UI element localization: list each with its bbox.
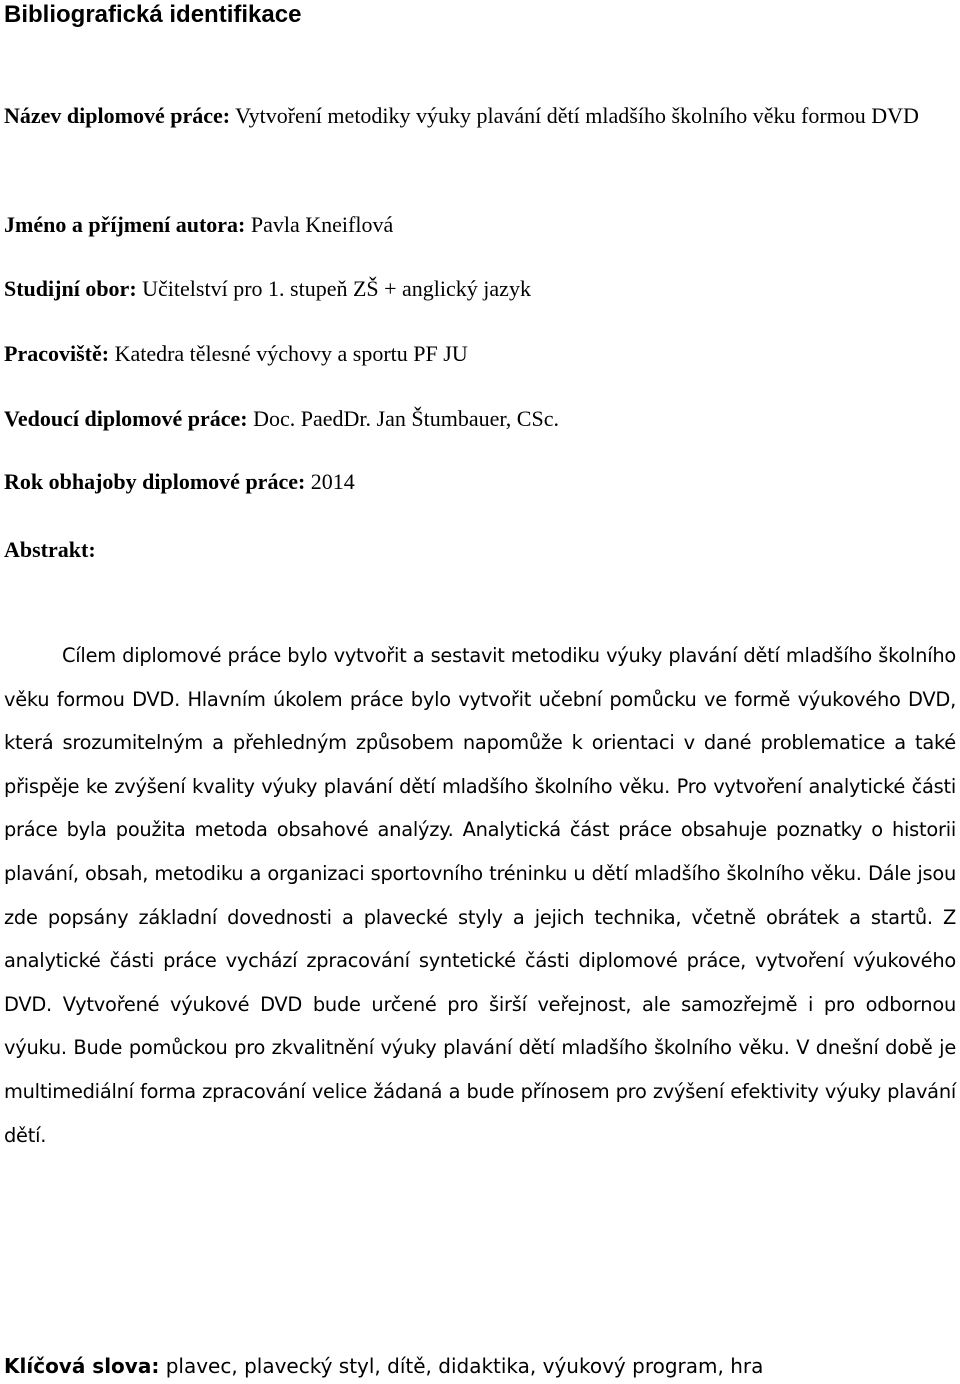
author-label: Jméno a příjmení autora: bbox=[4, 212, 246, 237]
abstract-text: Cílem diplomové práce bylo vytvořit a sestavit metodiku výuky plavání dětí mladšího školního věku formou DVD. Hlavním úkolem práce bylo vytvořit učební pomůcku ve formě výukového DVD, která srozumitelným a přehledným způsobem napomůže k orientaci v dané problematice a také přispěje ke zvýšení kvality výuky plavání dětí mladšího školního věku. Pro vytvoření analytické části práce byla použita metoda obsahové analýzy. Analytická část práce obsahuje poznatky o historii plavání, obsah, metodiku a organizaci sportovního tréninku u dětí mladšího školního věku. Dále jsou zde popsány základní dovednosti a plavecké styly a jejich technika, včetně obrátek a startů. Z analytické části práce vychází zpracování syntetické části diplomové práce, vytvoření výukového DVD. Vytvořené výukové DVD bude určené pro širší veřejnost, ale samozřejmě i pro odbornou výuku. Bude pomůckou pro zkvalitnění výuky plavání dětí mladšího školního věku. V dnešní době je multimediální forma zpracování velice žádaná a bude přínosem pro zvýšení efektivity výuky plavání dětí. bbox=[4, 644, 956, 1147]
supervisor-field bbox=[4, 397, 956, 440]
study-field-value: Učitelství pro 1. stupeň ZŠ + anglický jazyk bbox=[142, 276, 531, 301]
supervisor-value: Doc. PaedDr. Jan Štumbauer, CSc. bbox=[253, 406, 559, 431]
thesis-title-label: Název diplomové práce: bbox=[4, 103, 231, 128]
defense-year-value: 2014 bbox=[310, 469, 355, 494]
thesis-title-field bbox=[4, 94, 956, 137]
author-field bbox=[4, 203, 956, 246]
thesis-title-value: Vytvoření metodiky výuky plavání dětí mladšího školního věku formou DVD bbox=[235, 103, 919, 128]
defense-year-label: Rok obhajoby diplomové práce: bbox=[4, 469, 306, 494]
department-value: Katedra tělesné výchovy a sportu PF JU bbox=[114, 341, 468, 366]
defense-year-field bbox=[4, 460, 956, 503]
supervisor-label: Vedoucí diplomové práce: bbox=[4, 406, 248, 431]
keywords-label: Klíčová slova: bbox=[4, 1354, 160, 1378]
page-title: Bibliografická identifikace bbox=[4, 1, 302, 28]
author-value: Pavla Kneiflová bbox=[250, 212, 394, 237]
study-field-label: Studijní obor: bbox=[4, 276, 137, 301]
keywords-field bbox=[4, 1348, 763, 1384]
department-field bbox=[4, 332, 956, 375]
keywords-value: plavec, plavecký styl, dítě, didaktika, výukový program, hra bbox=[165, 1354, 764, 1378]
department-label: Pracoviště: bbox=[4, 341, 110, 366]
study-field-field bbox=[4, 267, 956, 310]
abstract-heading: Abstrakt: bbox=[4, 537, 96, 562]
